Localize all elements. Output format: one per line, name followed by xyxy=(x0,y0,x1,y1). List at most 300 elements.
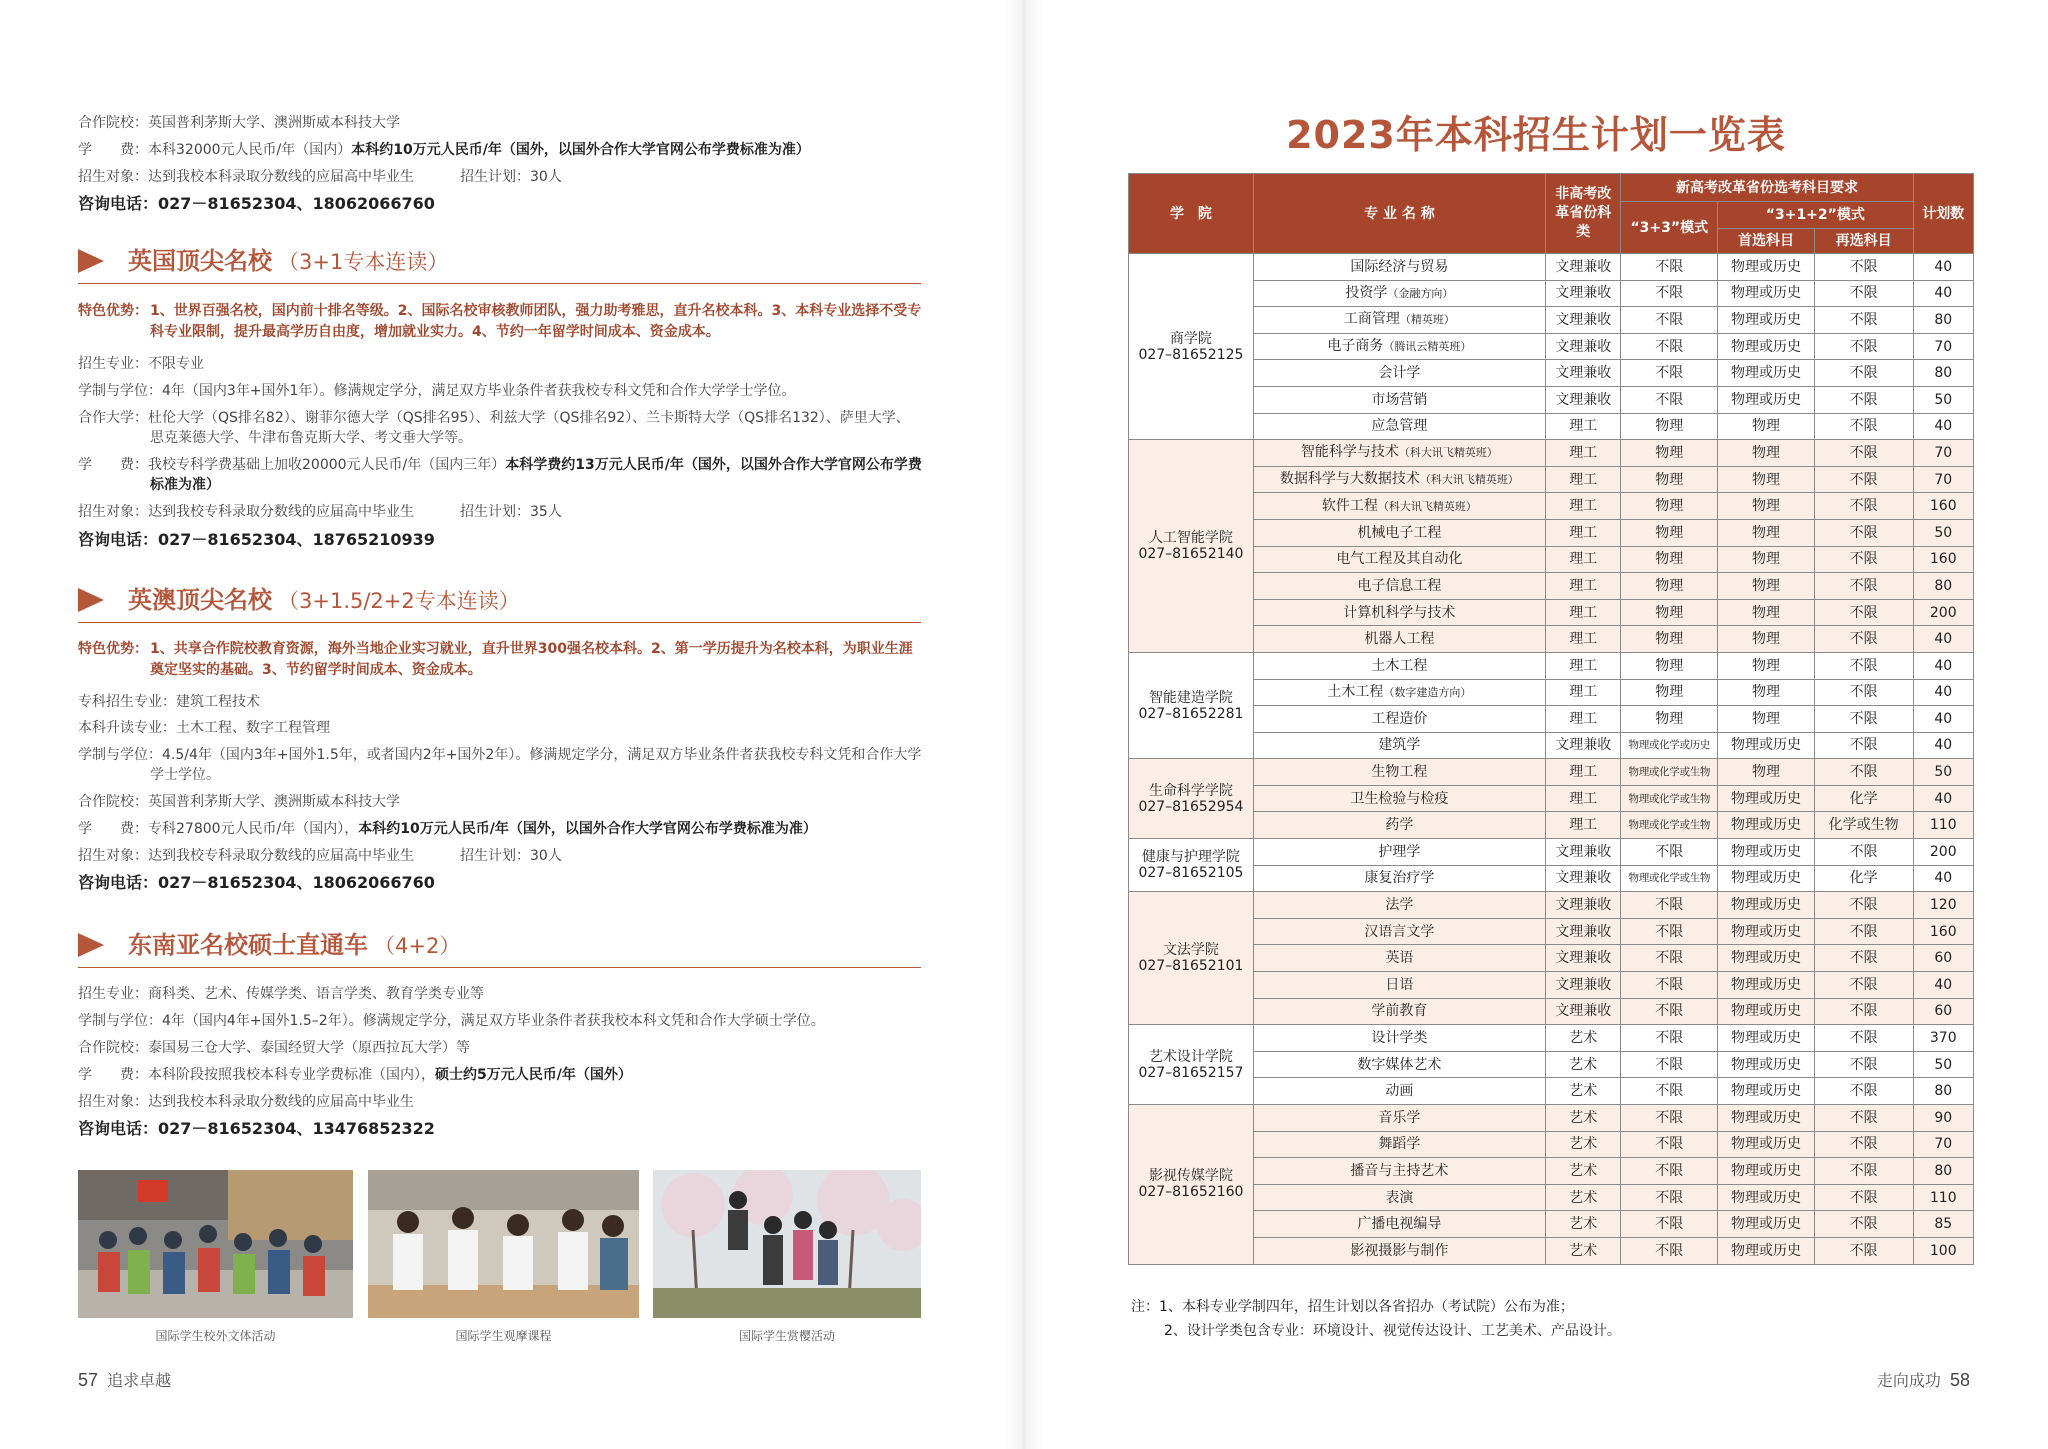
major-cell xyxy=(1253,386,1545,413)
second-subject-cell: 不限 xyxy=(1814,706,1913,733)
major-cell xyxy=(1253,1078,1545,1105)
subject-type-cell: 理工 xyxy=(1545,812,1621,839)
mode-33-cell: 不限 xyxy=(1621,1025,1718,1052)
header-major: 专 业 名 称 xyxy=(1253,174,1545,254)
plan-count-cell: 70 xyxy=(1913,333,1974,360)
first-subject-cell: 物理或历史 xyxy=(1718,386,1815,413)
second-subject-cell: 不限 xyxy=(1814,1025,1913,1052)
major-cell xyxy=(1253,732,1545,759)
major-note: （精英班） xyxy=(1399,313,1455,327)
plan-count-cell: 110 xyxy=(1913,812,1974,839)
major-name: 日语 xyxy=(1385,976,1414,993)
table-row xyxy=(1129,998,1974,1025)
plan-count-cell: 110 xyxy=(1913,1184,1974,1211)
second-subject-cell: 不限 xyxy=(1814,254,1913,281)
first-subject-cell: 物理 xyxy=(1718,519,1815,546)
second-subject-cell: 不限 xyxy=(1814,573,1913,600)
major-cell xyxy=(1253,333,1545,360)
major-cell xyxy=(1253,1237,1545,1264)
major-name: 卫生检验与检疫 xyxy=(1350,790,1449,807)
second-subject-cell: 不限 xyxy=(1814,1078,1913,1105)
major-cell xyxy=(1253,945,1545,972)
plan-count-cell: 85 xyxy=(1913,1211,1974,1238)
plan-count-cell: 80 xyxy=(1913,1078,1974,1105)
section2-title: 英澳顶尖名校 xyxy=(128,586,272,614)
intro-target-row xyxy=(78,167,923,187)
subject-type-cell: 艺术 xyxy=(1545,1051,1621,1078)
table-row xyxy=(1129,386,1974,413)
subject-type-cell: 文理兼收 xyxy=(1545,945,1621,972)
mode-33-cell: 不限 xyxy=(1621,1158,1718,1185)
first-subject-cell: 物理或历史 xyxy=(1718,918,1815,945)
plan-count-cell: 40 xyxy=(1913,679,1974,706)
section3-phone: 咨询电话：027－81652304、13476852322 xyxy=(78,1119,435,1138)
section1-subtitle: （3+1专本连读） xyxy=(278,250,449,274)
feature-label: 特色优势： xyxy=(78,641,148,657)
major-name: 机械电子工程 xyxy=(1357,524,1442,541)
second-subject-cell: 不限 xyxy=(1814,413,1913,440)
page-number: 58 xyxy=(1949,1370,1970,1390)
major-cell xyxy=(1253,413,1545,440)
major-cell xyxy=(1253,1105,1545,1132)
plan-count-cell: 40 xyxy=(1913,706,1974,733)
major-name: 数字媒体艺术 xyxy=(1357,1056,1442,1073)
right-footer xyxy=(1877,1368,1970,1391)
plan-count-cell: 40 xyxy=(1913,254,1974,281)
table-row xyxy=(1129,1051,1974,1078)
left-footer xyxy=(78,1368,171,1391)
first-subject-cell: 物理 xyxy=(1718,652,1815,679)
major-cell xyxy=(1253,1025,1545,1052)
major-cell xyxy=(1253,599,1545,626)
subject-type-cell: 理工 xyxy=(1545,706,1621,733)
plan-count-cell: 80 xyxy=(1913,573,1974,600)
subject-type-cell: 理工 xyxy=(1545,759,1621,786)
first-subject-cell: 物理或历史 xyxy=(1718,1131,1815,1158)
major-name: 计算机科学与技术 xyxy=(1343,604,1456,621)
major-cell xyxy=(1253,1211,1545,1238)
section3-tuition: 学 费：本科阶段按照我校本科专业学费标准（国内），硕士约5万元人民币/年（国外） xyxy=(78,1067,632,1083)
major-cell xyxy=(1253,918,1545,945)
mode-33-cell: 不限 xyxy=(1621,918,1718,945)
table-row xyxy=(1129,254,1974,281)
mode-33-cell: 物理 xyxy=(1621,573,1718,600)
mode-33-cell: 物理或化学或历史 xyxy=(1621,732,1718,759)
mode-33-cell: 物理 xyxy=(1621,706,1718,733)
mode-33-cell: 不限 xyxy=(1621,1211,1718,1238)
major-name: 舞蹈学 xyxy=(1378,1136,1421,1153)
plan-count-cell: 370 xyxy=(1913,1025,1974,1052)
first-subject-cell: 物理或历史 xyxy=(1718,732,1815,759)
plan-count-cell: 160 xyxy=(1913,546,1974,573)
college-cell xyxy=(1129,839,1254,892)
subject-type-cell: 理工 xyxy=(1545,466,1621,493)
mode-33-cell: 不限 xyxy=(1621,972,1718,999)
major-cell xyxy=(1253,519,1545,546)
table-row xyxy=(1129,918,1974,945)
major-name: 电子信息工程 xyxy=(1357,577,1442,594)
section1-feature xyxy=(78,301,923,343)
college-phone: 027–81652105 xyxy=(1138,865,1244,882)
mode-33-cell: 物理或化学或生物 xyxy=(1621,812,1718,839)
note-2: 2、设计学类包含专业：环境设计、视觉传达设计、工艺美术、产品设计。 xyxy=(1164,1323,1621,1339)
first-subject-cell: 物理 xyxy=(1718,679,1815,706)
section1-degree: 学制与学位：4年（国内3年+国外1年）。修满规定学分，满足双方毕业条件者获我校专科文凭和合作大学学士学位。 xyxy=(78,383,796,399)
college-cell xyxy=(1129,440,1254,653)
photo-caption-3: 国际学生赏樱活动 xyxy=(738,1329,835,1343)
feature-label: 特色优势： xyxy=(78,303,148,319)
subject-type-cell: 艺术 xyxy=(1545,1025,1621,1052)
subject-type-cell: 艺术 xyxy=(1545,1131,1621,1158)
college-cell xyxy=(1129,892,1254,1025)
major-cell xyxy=(1253,626,1545,653)
first-subject-cell: 物理或历史 xyxy=(1718,812,1815,839)
first-subject-cell: 物理或历史 xyxy=(1718,785,1815,812)
major-name: 动画 xyxy=(1385,1083,1414,1100)
major-name: 电气工程及其自动化 xyxy=(1336,551,1463,568)
major-name: 表演 xyxy=(1385,1189,1414,1206)
mode-33-cell: 不限 xyxy=(1621,998,1718,1025)
photo-course-observation xyxy=(368,1170,639,1318)
second-subject-cell: 不限 xyxy=(1814,732,1913,759)
major-cell xyxy=(1253,706,1545,733)
section3-title: 东南亚名校硕士直通车 xyxy=(128,931,368,959)
plan-count-cell: 120 xyxy=(1913,892,1974,919)
second-subject-cell: 不限 xyxy=(1814,652,1913,679)
section1-title: 英国顶尖名校 xyxy=(128,247,272,275)
subject-type-cell: 理工 xyxy=(1545,519,1621,546)
intro-tuition-bold: 本科约10万元人民币/年（国外，以国外合作大学官网公布学费标准为准） xyxy=(351,142,810,158)
plan-count-cell: 60 xyxy=(1913,945,1974,972)
mode-33-cell: 不限 xyxy=(1621,333,1718,360)
college-name: 人工智能学院 xyxy=(1148,530,1233,547)
first-subject-cell: 物理 xyxy=(1718,546,1815,573)
plan-count-cell: 160 xyxy=(1913,493,1974,520)
major-cell xyxy=(1253,812,1545,839)
table-row xyxy=(1129,466,1974,493)
section1-target: 招生对象：达到我校专科录取分数线的应届高中毕业生 xyxy=(78,504,414,520)
plan-count-cell: 80 xyxy=(1913,307,1974,334)
table-row xyxy=(1129,1078,1974,1105)
college-name: 影视传媒学院 xyxy=(1148,1168,1233,1185)
second-subject-cell: 不限 xyxy=(1814,466,1913,493)
second-subject-cell: 不限 xyxy=(1814,519,1913,546)
intro-partner: 合作院校：英国普利茅斯大学、澳洲斯威本科技大学 xyxy=(78,115,400,131)
major-name: 电子商务 xyxy=(1327,338,1384,355)
second-subject-cell: 化学 xyxy=(1814,865,1913,892)
college-phone: 027–81652140 xyxy=(1138,546,1244,563)
plan-count-cell: 50 xyxy=(1913,1051,1974,1078)
table-row xyxy=(1129,759,1974,786)
college-phone: 027–81652160 xyxy=(1138,1184,1244,1201)
first-subject-cell: 物理或历史 xyxy=(1718,1184,1815,1211)
mode-33-cell: 不限 xyxy=(1621,1184,1718,1211)
section2-upgrade: 本科升读专业：土木工程、数字工程管理 xyxy=(78,720,330,736)
plan-count-cell: 40 xyxy=(1913,865,1974,892)
subject-type-cell: 理工 xyxy=(1545,440,1621,467)
subject-type-cell: 文理兼收 xyxy=(1545,254,1621,281)
mode-33-cell: 不限 xyxy=(1621,1131,1718,1158)
plan-count-cell: 40 xyxy=(1913,972,1974,999)
major-cell xyxy=(1253,307,1545,334)
college-cell xyxy=(1129,759,1254,839)
college-phone: 027–81652281 xyxy=(1138,705,1244,722)
table-row xyxy=(1129,413,1974,440)
second-subject-cell: 化学或生物 xyxy=(1814,812,1913,839)
subject-type-cell: 理工 xyxy=(1545,413,1621,440)
plan-count-cell: 50 xyxy=(1913,759,1974,786)
header-mode-33: “3+3”模式 xyxy=(1621,202,1718,254)
subject-type-cell: 文理兼收 xyxy=(1545,839,1621,866)
table-row xyxy=(1129,573,1974,600)
college-name: 商学院 xyxy=(1169,330,1212,347)
intro-target: 招生对象：达到我校本科录取分数线的应届高中毕业生 xyxy=(78,169,414,185)
header-non-reform: 非高考改革省份科类 xyxy=(1545,174,1621,254)
first-subject-cell: 物理或历史 xyxy=(1718,945,1815,972)
college-cell xyxy=(1129,652,1254,758)
mode-33-cell: 物理 xyxy=(1621,679,1718,706)
table-row xyxy=(1129,440,1974,467)
plan-count-cell: 80 xyxy=(1913,1158,1974,1185)
table-row xyxy=(1129,493,1974,520)
table-row xyxy=(1129,1131,1974,1158)
first-subject-cell: 物理或历史 xyxy=(1718,280,1815,307)
plan-count-cell: 70 xyxy=(1913,1131,1974,1158)
subject-type-cell: 文理兼收 xyxy=(1545,360,1621,387)
first-subject-cell: 物理 xyxy=(1718,626,1815,653)
first-subject-cell: 物理 xyxy=(1718,573,1815,600)
intro-tuition xyxy=(78,140,923,160)
section2-partner: 合作院校：英国普利茅斯大学、澳洲斯威本科技大学 xyxy=(78,794,400,810)
first-subject-cell: 物理或历史 xyxy=(1718,839,1815,866)
second-subject-cell: 不限 xyxy=(1814,333,1913,360)
section2-target-row xyxy=(78,846,923,866)
subject-type-cell: 文理兼收 xyxy=(1545,307,1621,334)
second-subject-cell: 不限 xyxy=(1814,945,1913,972)
section1-heading xyxy=(78,243,921,284)
mode-33-cell: 物理 xyxy=(1621,440,1718,467)
table-row xyxy=(1129,519,1974,546)
first-subject-cell: 物理或历史 xyxy=(1718,1078,1815,1105)
table-row xyxy=(1129,1211,1974,1238)
mode-33-cell: 不限 xyxy=(1621,254,1718,281)
section1-phone: 咨询电话：027－81652304、18765210939 xyxy=(78,530,435,549)
table-row xyxy=(1129,732,1974,759)
second-subject-cell: 不限 xyxy=(1814,998,1913,1025)
subject-type-cell: 理工 xyxy=(1545,546,1621,573)
intro-quota: 招生计划：30人 xyxy=(460,169,562,185)
plan-count-cell: 200 xyxy=(1913,839,1974,866)
section2-quota: 招生计划：30人 xyxy=(460,848,562,864)
plan-count-cell: 200 xyxy=(1913,599,1974,626)
college-cell xyxy=(1129,1105,1254,1265)
subject-type-cell: 理工 xyxy=(1545,493,1621,520)
plan-count-cell: 40 xyxy=(1913,280,1974,307)
subject-type-cell: 文理兼收 xyxy=(1545,386,1621,413)
second-subject-cell: 不限 xyxy=(1814,493,1913,520)
first-subject-cell: 物理或历史 xyxy=(1718,254,1815,281)
college-name: 生命科学学院 xyxy=(1148,782,1233,799)
major-cell xyxy=(1253,1131,1545,1158)
second-subject-cell: 不限 xyxy=(1814,626,1913,653)
mode-33-cell: 不限 xyxy=(1621,360,1718,387)
header-mode-312: “3+1+2”模式 xyxy=(1718,202,1913,229)
section-arrow-icon xyxy=(78,933,104,957)
table-row xyxy=(1129,1158,1974,1185)
major-cell xyxy=(1253,466,1545,493)
mode-33-cell: 物理或化学或生物 xyxy=(1621,759,1718,786)
section2-feature xyxy=(78,639,923,681)
section3-partner: 合作院校：泰国易三仓大学、泰国经贸大学（原西拉瓦大学）等 xyxy=(78,1040,470,1056)
major-name: 广播电视编导 xyxy=(1357,1216,1442,1233)
first-subject-cell: 物理 xyxy=(1718,440,1815,467)
mode-33-cell: 不限 xyxy=(1621,1105,1718,1132)
major-cell xyxy=(1253,280,1545,307)
table-row xyxy=(1129,280,1974,307)
college-cell xyxy=(1129,1025,1254,1105)
section1-tuition: 学 费：我校专科学费基础上加收20000元人民币/年（国内三年）本科学费约13万元人民币/年（国外，以国外合作大学官网公布学费标准为准） xyxy=(78,457,922,493)
major-name: 设计学类 xyxy=(1371,1030,1428,1047)
major-name: 市场营销 xyxy=(1371,391,1428,408)
mode-33-cell: 物理 xyxy=(1621,626,1718,653)
second-subject-cell: 不限 xyxy=(1814,918,1913,945)
section1-target-row xyxy=(78,502,923,522)
subject-type-cell: 理工 xyxy=(1545,599,1621,626)
right-page xyxy=(1024,0,2048,1449)
first-subject-cell: 物理 xyxy=(1718,493,1815,520)
college-name: 文法学院 xyxy=(1162,942,1219,959)
major-name: 音乐学 xyxy=(1378,1109,1421,1126)
first-subject-cell: 物理 xyxy=(1718,759,1815,786)
plan-count-cell: 70 xyxy=(1913,466,1974,493)
second-subject-cell: 不限 xyxy=(1814,892,1913,919)
section1-quota: 招生计划：35人 xyxy=(460,504,562,520)
section3-major: 招生专业：商科类、艺术、传媒学类、语言学类、教育学类专业等 xyxy=(78,986,484,1002)
table-row xyxy=(1129,785,1974,812)
first-subject-cell: 物理或历史 xyxy=(1718,1025,1815,1052)
section2-subtitle: （3+1.5/2+2专本连读） xyxy=(278,589,520,613)
major-name: 机器人工程 xyxy=(1364,631,1435,648)
major-name: 工商管理 xyxy=(1343,311,1400,328)
subject-type-cell: 理工 xyxy=(1545,679,1621,706)
intro-tuition-prefix: 学 费：本科32000元人民币/年（国内） xyxy=(78,142,352,158)
major-cell xyxy=(1253,839,1545,866)
plan-count-cell: 50 xyxy=(1913,519,1974,546)
first-subject-cell: 物理或历史 xyxy=(1718,1211,1815,1238)
mode-33-cell: 不限 xyxy=(1621,307,1718,334)
second-subject-cell: 不限 xyxy=(1814,386,1913,413)
major-note: （金融方向） xyxy=(1387,286,1454,300)
major-name: 汉语言文学 xyxy=(1364,923,1435,940)
first-subject-cell: 物理或历史 xyxy=(1718,1105,1815,1132)
plan-count-cell: 50 xyxy=(1913,386,1974,413)
first-subject-cell: 物理或历史 xyxy=(1718,333,1815,360)
mode-33-cell: 物理 xyxy=(1621,413,1718,440)
subject-type-cell: 理工 xyxy=(1545,573,1621,600)
plan-count-cell: 40 xyxy=(1913,413,1974,440)
subject-type-cell: 文理兼收 xyxy=(1545,333,1621,360)
college-name: 健康与护理学院 xyxy=(1141,849,1240,866)
subject-type-cell: 文理兼收 xyxy=(1545,280,1621,307)
photo-caption-2: 国际学生观摩课程 xyxy=(455,1329,552,1343)
note-1: 注：1、本科专业学制四年，招生计划以各省招办（考试院）公布为准； xyxy=(1131,1299,1574,1315)
mode-33-cell: 物理 xyxy=(1621,466,1718,493)
major-name: 播音与主持艺术 xyxy=(1350,1162,1449,1179)
section-arrow-icon xyxy=(78,588,104,612)
table-row xyxy=(1129,865,1974,892)
college-phone: 027–81652954 xyxy=(1138,798,1244,815)
major-name: 康复治疗学 xyxy=(1364,870,1435,887)
first-subject-cell: 物理或历史 xyxy=(1718,1051,1815,1078)
table-row xyxy=(1129,1025,1974,1052)
subject-type-cell: 文理兼收 xyxy=(1545,918,1621,945)
mode-33-cell: 不限 xyxy=(1621,1237,1718,1264)
section3-degree: 学制与学位：4年（国内4年+国外1.5–2年）。修满规定学分，满足双方毕业条件者获我校本科文凭和合作大学硕士学位。 xyxy=(78,1013,825,1029)
section2-target: 招生对象：达到我校专科录取分数线的应届高中毕业生 xyxy=(78,848,414,864)
mode-33-cell: 不限 xyxy=(1621,386,1718,413)
major-cell xyxy=(1253,759,1545,786)
table-row xyxy=(1129,626,1974,653)
college-phone: 027–81652125 xyxy=(1138,346,1244,363)
plan-count-cell: 40 xyxy=(1913,785,1974,812)
section3-target: 招生对象：达到我校本科录取分数线的应届高中毕业生 xyxy=(78,1094,414,1110)
first-subject-cell: 物理或历史 xyxy=(1718,307,1815,334)
mode-33-cell: 物理或化学或生物 xyxy=(1621,785,1718,812)
plan-count-cell: 40 xyxy=(1913,626,1974,653)
table-row xyxy=(1129,1184,1974,1211)
plan-count-cell: 70 xyxy=(1913,440,1974,467)
mode-33-cell: 不限 xyxy=(1621,839,1718,866)
table-row xyxy=(1129,599,1974,626)
mode-33-cell: 物理或化学或生物 xyxy=(1621,865,1718,892)
table-row xyxy=(1129,1237,1974,1264)
section2-phone: 咨询电话：027－81652304、18062066760 xyxy=(78,873,435,892)
plan-count-cell: 40 xyxy=(1913,732,1974,759)
subject-type-cell: 理工 xyxy=(1545,785,1621,812)
major-note: （科大讯飞精英班） xyxy=(1377,499,1477,513)
major-note: （数字建造方向） xyxy=(1383,685,1472,699)
table-row xyxy=(1129,546,1974,573)
second-subject-cell: 不限 xyxy=(1814,360,1913,387)
second-subject-cell: 不限 xyxy=(1814,972,1913,999)
table-row xyxy=(1129,652,1974,679)
intro-phone: 咨询电话：027－81652304、18062066760 xyxy=(78,194,435,213)
major-name: 影视摄影与制作 xyxy=(1350,1242,1449,1259)
mode-33-cell: 物理 xyxy=(1621,599,1718,626)
subject-type-cell: 文理兼收 xyxy=(1545,892,1621,919)
table-row xyxy=(1129,679,1974,706)
footer-text: 走向成功 xyxy=(1876,1371,1941,1390)
first-subject-cell: 物理 xyxy=(1718,413,1815,440)
major-name: 护理学 xyxy=(1378,843,1421,860)
second-subject-cell: 化学 xyxy=(1814,785,1913,812)
major-cell xyxy=(1253,652,1545,679)
subject-type-cell: 艺术 xyxy=(1545,1105,1621,1132)
first-subject-cell: 物理或历史 xyxy=(1718,892,1815,919)
subject-type-cell: 文理兼收 xyxy=(1545,998,1621,1025)
plan-count-cell: 80 xyxy=(1913,360,1974,387)
major-cell xyxy=(1253,493,1545,520)
subject-type-cell: 艺术 xyxy=(1545,1237,1621,1264)
subject-type-cell: 理工 xyxy=(1545,626,1621,653)
feature-text: 1、共享合作院校教育资源，海外当地企业实习就业，直升世界300强名校本科。2、第一学历提升为名校本科，为职业生涯奠定坚实的基础。3、节约留学时间成本、资金成本。 xyxy=(150,641,913,678)
second-subject-cell: 不限 xyxy=(1814,679,1913,706)
mode-33-cell: 不限 xyxy=(1621,945,1718,972)
header-new-reform: 新高考改革省份选考科目要求 xyxy=(1621,174,1913,202)
table-row xyxy=(1129,706,1974,733)
subject-type-cell: 艺术 xyxy=(1545,1211,1621,1238)
first-subject-cell: 物理或历史 xyxy=(1718,972,1815,999)
